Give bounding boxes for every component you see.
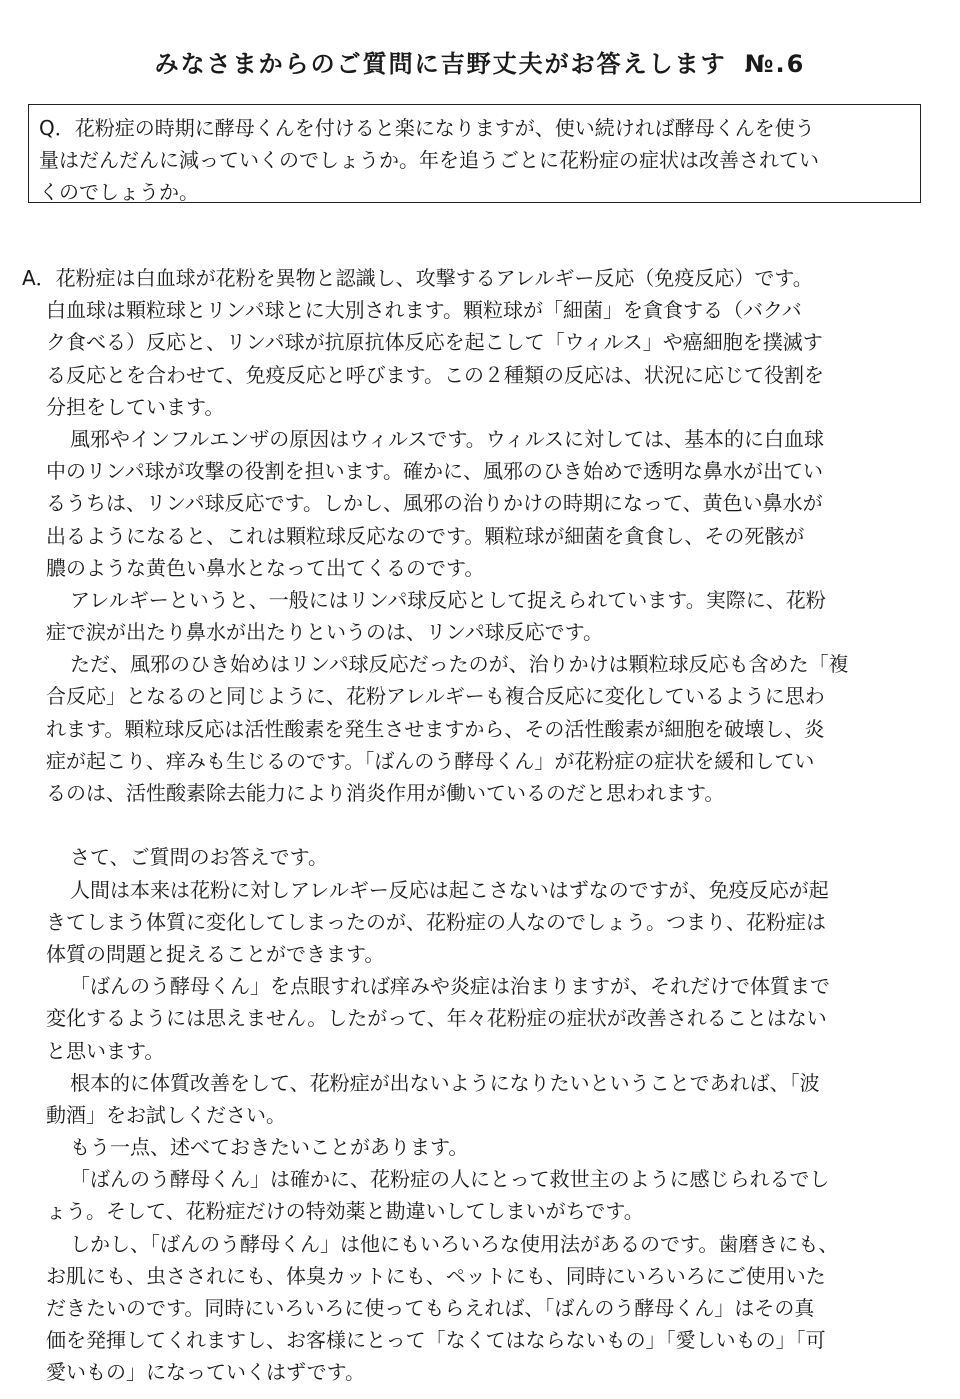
answer-line: と思います。 (46, 1038, 165, 1063)
question-box (28, 104, 921, 203)
answer-line: 「ばんのう酵母くん」は確かに、花粉症の人にとって救世主のように感じられるでし (70, 1167, 830, 1192)
answer-line: 合反応」となるのと同じように、花粉アレルギーも複合反応に変化しているように思わ (46, 684, 825, 709)
answer-line: 「ばんのう酵母くん」を点眼すれば痒みや炎症は治まりますが、それだけで体質まで (70, 974, 830, 999)
answer-line: だきたいのです。同時にいろいろに使ってもらえれば、「ばんのう酵母くん」はその真 (46, 1296, 815, 1320)
answer-line: 体質の問題と捉えることができます。 (46, 941, 385, 966)
answer-line: アレルギーというと、一般にはリンパ球反応として捉えられています。実際に、花粉 (70, 587, 826, 612)
answer-line: 価を発揮してくれますし、お客様にとって「なくてはならないもの」「愛しいもの」「可 (46, 1328, 826, 1353)
answer-line: 根本的に体質改善をして、花粉症が出ないようになりたいということであれば、「波 (70, 1070, 820, 1095)
answer-line: 中のリンパ球が攻撃の役割を担います。確かに、風邪のひき始めで透明な鼻水が出てい (46, 459, 823, 484)
answer-line: さて、ご質問のお答えです。 (70, 845, 328, 870)
question-line: くのでしょうか。 (39, 180, 199, 205)
answer-line: もう一点、述べておきたいことがあります。 (70, 1135, 469, 1160)
answer-line: ょう。そして、花粉症だけの特効薬と勘違いしてしまいがちです。 (46, 1199, 644, 1224)
answer-line: A．花粉症は白血球が花粉を異物と認識し、攻撃するアレルギー反応（免疫反応）です。 (22, 266, 813, 290)
answer-line: ク食べる）反応と、リンパ球が抗原抗体反応を起こして「ウィルス」や癌細胞を撲滅す (46, 330, 823, 355)
answer-line: れます。顆粒球反応は活性酸素を発生させますから、その活性酸素が細胞を破壊し、炎 (46, 716, 825, 741)
question-line: 量はだんだんに減っていくのでしょうか。年を追うごとに花粉症の症状は改善されてい (39, 148, 819, 173)
answer-line: 愛いもの」になっていくはずです。 (46, 1360, 365, 1385)
answer-line: 白血球は顆粒球とリンパ球とに大別されます。顆粒球が「細菌」を貪食する（バクバ (46, 298, 802, 323)
answer-line: 変化するようには思えません。したがって、年々花粉症の症状が改善されることはない (46, 1006, 827, 1031)
answer-line: 動酒」をお試しください。 (46, 1102, 286, 1127)
answer-line: る反応とを合わせて、免疫反応と呼びます。この２種類の反応は、状況に応じて役割を (46, 362, 824, 387)
answer-line: 出るようになると、これは顆粒球反応なのです。顆粒球が細菌を貪食し、その死骸が (46, 523, 805, 548)
question-line: Q．花粉症の時期に酵母くんを付けると楽になりますが、使い続ければ酵母くんを使う (39, 116, 815, 140)
answer-line: しかし、「ばんのう酵母くん」は他にもいろいろな使用法があるのです。歯磨きにも、 (70, 1231, 839, 1256)
answer-line: るのは、活性酸素除去能力により消炎作用が働いているのだと思われます。 (46, 781, 725, 805)
page-title (0, 44, 960, 79)
issue-number: №.6 (744, 50, 806, 78)
answer-line: ただ、風邪のひき始めはリンパ球反応だったのが、治りかけは顆粒球反応も含めた「複 (70, 652, 849, 677)
answer-line: 症が起こり、痒みも生じるのです。「ばんのう酵母くん」が花粉症の症状を緩和してい (46, 748, 815, 773)
answer-line: 膿のような黄色い鼻水となって出てくるのです。 (46, 555, 485, 580)
answer-line: 症で涙が出たり鼻水が出たりというのは、リンパ球反応です。 (46, 620, 603, 645)
answer-line: 風邪やインフルエンザの原因はウィルスです。ウィルスに対しては、基本的に白血球 (70, 426, 824, 451)
answer-line: きてしまう体質に変化してしまったのが、花粉症の人なのでしょう。つまり、花粉症は (46, 909, 826, 934)
answer-line: お肌にも、虫さされにも、体臭カットにも、ペットにも、同時にいろいろにご使用いた (46, 1263, 826, 1288)
blank-line (22, 809, 942, 841)
answer-line: るうちは、リンパ球反応です。しかし、風邪の治りかけの時期になって、黄色い鼻水が (46, 491, 823, 516)
answer-body (22, 262, 942, 1389)
title-text: みなさまからのご質問に吉野丈夫がお答えします (154, 50, 727, 78)
answer-line: 人間は本来は花粉に対しアレルギー反応は起こさないはずなのですが、免疫反応が起 (70, 877, 829, 902)
answer-line: 分担をしています。 (46, 394, 225, 419)
